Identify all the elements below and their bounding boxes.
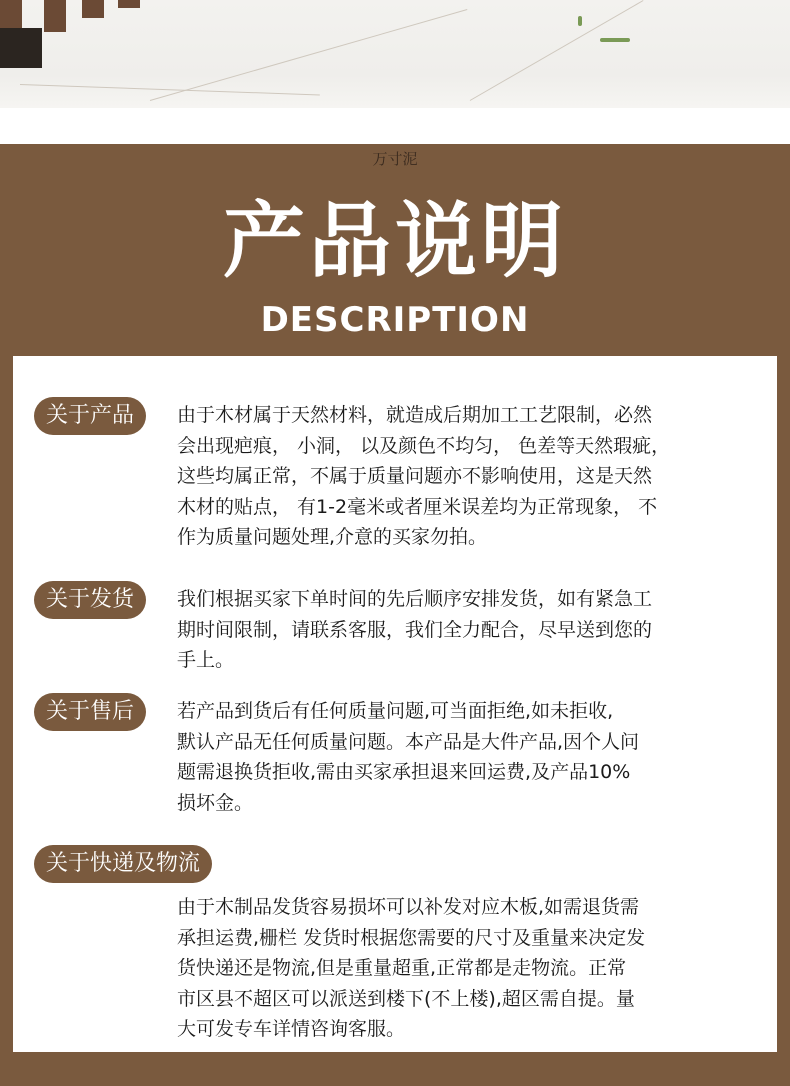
section-text-product: 由于木材属于天然材料，就造成后期加工工艺限制，必然 会出现疤痕， 小洞， 以及颜色不均匀， 色差等天然瑕疵， 这些均属正常，不属于质量问题亦不影响使用，这是天然 木材的贴点， 有1-2毫米或者厘米误差均为正常现象， 不 作为质量问题处理,介意的买家勿拍。 bbox=[177, 404, 671, 548]
section-label-product: 关于产品 bbox=[34, 397, 146, 435]
section-label-shipping: 关于发货 bbox=[34, 581, 146, 619]
section-text-logistics: 由于木制品发货容易损坏可以补发对应木板,如需退货需 承担运费,栅栏 发货时根据您需要的尺寸及重量来决定发 货快递还是物流,但是重量超重,正常都是走物流。正常 市区县不超区可以派送到楼下(不上楼),超区需自提。量 大可发专车详情咨询客服。 bbox=[177, 896, 646, 1040]
spacer bbox=[0, 108, 790, 144]
section-label-logistics: 关于快递及物流 bbox=[34, 845, 212, 883]
fence-post bbox=[82, 0, 104, 18]
description-card bbox=[13, 356, 777, 1052]
fence-base bbox=[0, 28, 42, 68]
section-label-aftersales: 关于售后 bbox=[34, 693, 146, 731]
grass-tuft bbox=[600, 38, 630, 42]
section-text-shipping: 我们根据买家下单时间的先后顺序安排发货，如有紧急工 期时间限制，请联系客服，我们全力配合，尽早送到您的 手上。 bbox=[177, 588, 653, 671]
product-photo-strip bbox=[0, 0, 790, 108]
grass-tuft bbox=[578, 16, 582, 26]
pavement-seam bbox=[150, 9, 467, 101]
page-title: 产品说明 bbox=[222, 194, 567, 289]
section-text-aftersales: 若产品到货后有任何质量问题,可当面拒绝,如未拒收, 默认产品无任何质量问题。本产品是大件产品,因个人问 题需退换货拒收,需由买家承担退来回运费,及产品10% 损坏金。 bbox=[177, 700, 640, 814]
brand-name: 万寸泥 bbox=[372, 150, 418, 168]
fence-post bbox=[44, 0, 66, 32]
fence-post bbox=[0, 0, 22, 30]
page-subtitle: DESCRIPTION bbox=[260, 300, 530, 340]
fence-post bbox=[118, 0, 140, 8]
description-panel bbox=[0, 144, 790, 1086]
pavement-seam bbox=[470, 0, 644, 101]
